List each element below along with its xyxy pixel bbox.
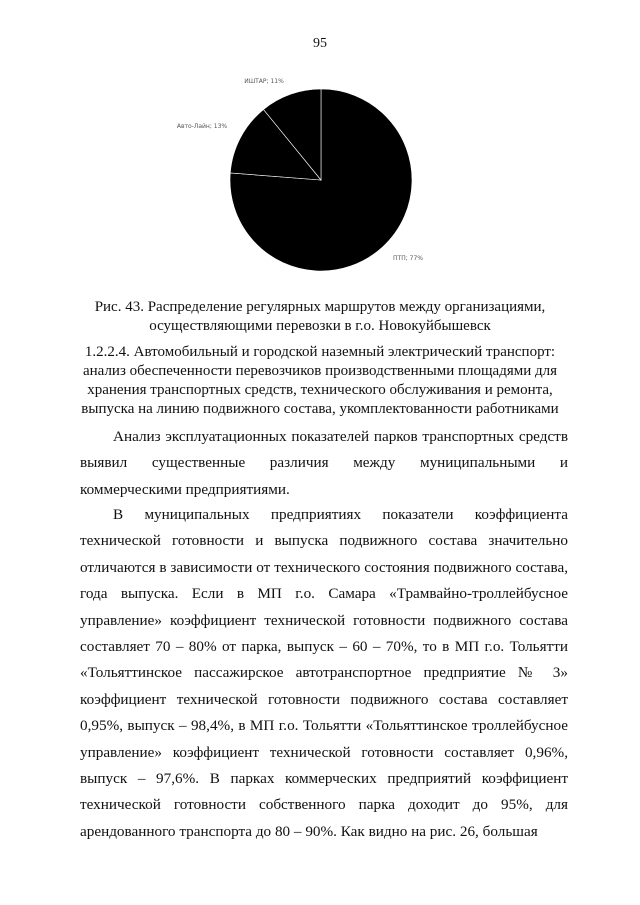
figure-caption [60, 298, 580, 336]
pie-slice-label-1: Авто-Лайн; 13% [176, 123, 228, 130]
caption-line-1: Рис. 43. Распределение регулярных маршрутов между организациями, [94, 299, 546, 315]
section-heading-line-3: хранения транспортных средств, технического обслуживания и ремонта, [87, 382, 553, 398]
paragraph-2-text: В муниципальных предприятиях показатели коэффициента технической готовности и выпуска подвижного состава значительно отличаются в зависимости от технического состояния подвижного состава, года выпуска. Если в МП г.о. Самара «Трамвайно-троллейбусное управление» коэффициент технической готовности подвижного состава составляет 70 – 80% от парка, выпуск – 60 – 70%, то в МП г.о. Тольятти «Тольяттинское пассажирское автотранспортное предприятие № 3» коэффициент технической готовности подвижного состава составляет 0,95%, выпуск – 98,4%, в МП г.о. Тольятти «Тольяттинское троллейбусное управление» коэффициент технической готовности составляет 0,96%, выпуск – 97,6%. В парках коммерческих предприятий коэффициент технической готовности собственного парка доходит до 95%, для арендованного транспорта до 80 – 90%. Как видно на рис. 26, большая [80, 506, 568, 840]
paragraph-1-text: Анализ эксплуатационных показателей парков транспортных средств выявил существенные различия между муниципальными и коммерческими предприятиями. [80, 428, 568, 498]
paragraph-1 [80, 424, 568, 503]
paragraph-2 [80, 502, 568, 845]
section-heading-line-2: анализ обеспеченности перевозчиков производственными площадями для [82, 363, 558, 379]
pie-chart-svg [0, 66, 640, 286]
section-heading-line-1: 1.2.2.4. Автомобильный и городской наземный электрический транспорт: [84, 344, 556, 360]
page-number: 95 [313, 36, 327, 51]
pie-chart [0, 66, 640, 286]
caption-line-2: осуществляющими перевозки в г.о. Новокуйбышевск [149, 318, 491, 334]
pie-slice-label-0: ПТП; 77% [393, 255, 423, 262]
section-heading [60, 343, 580, 419]
pie-slice-label-2: ИШТАР; 11% [244, 78, 284, 85]
section-heading-line-4: выпуска на линию подвижного состава, укомплектованности работниками [81, 401, 559, 417]
